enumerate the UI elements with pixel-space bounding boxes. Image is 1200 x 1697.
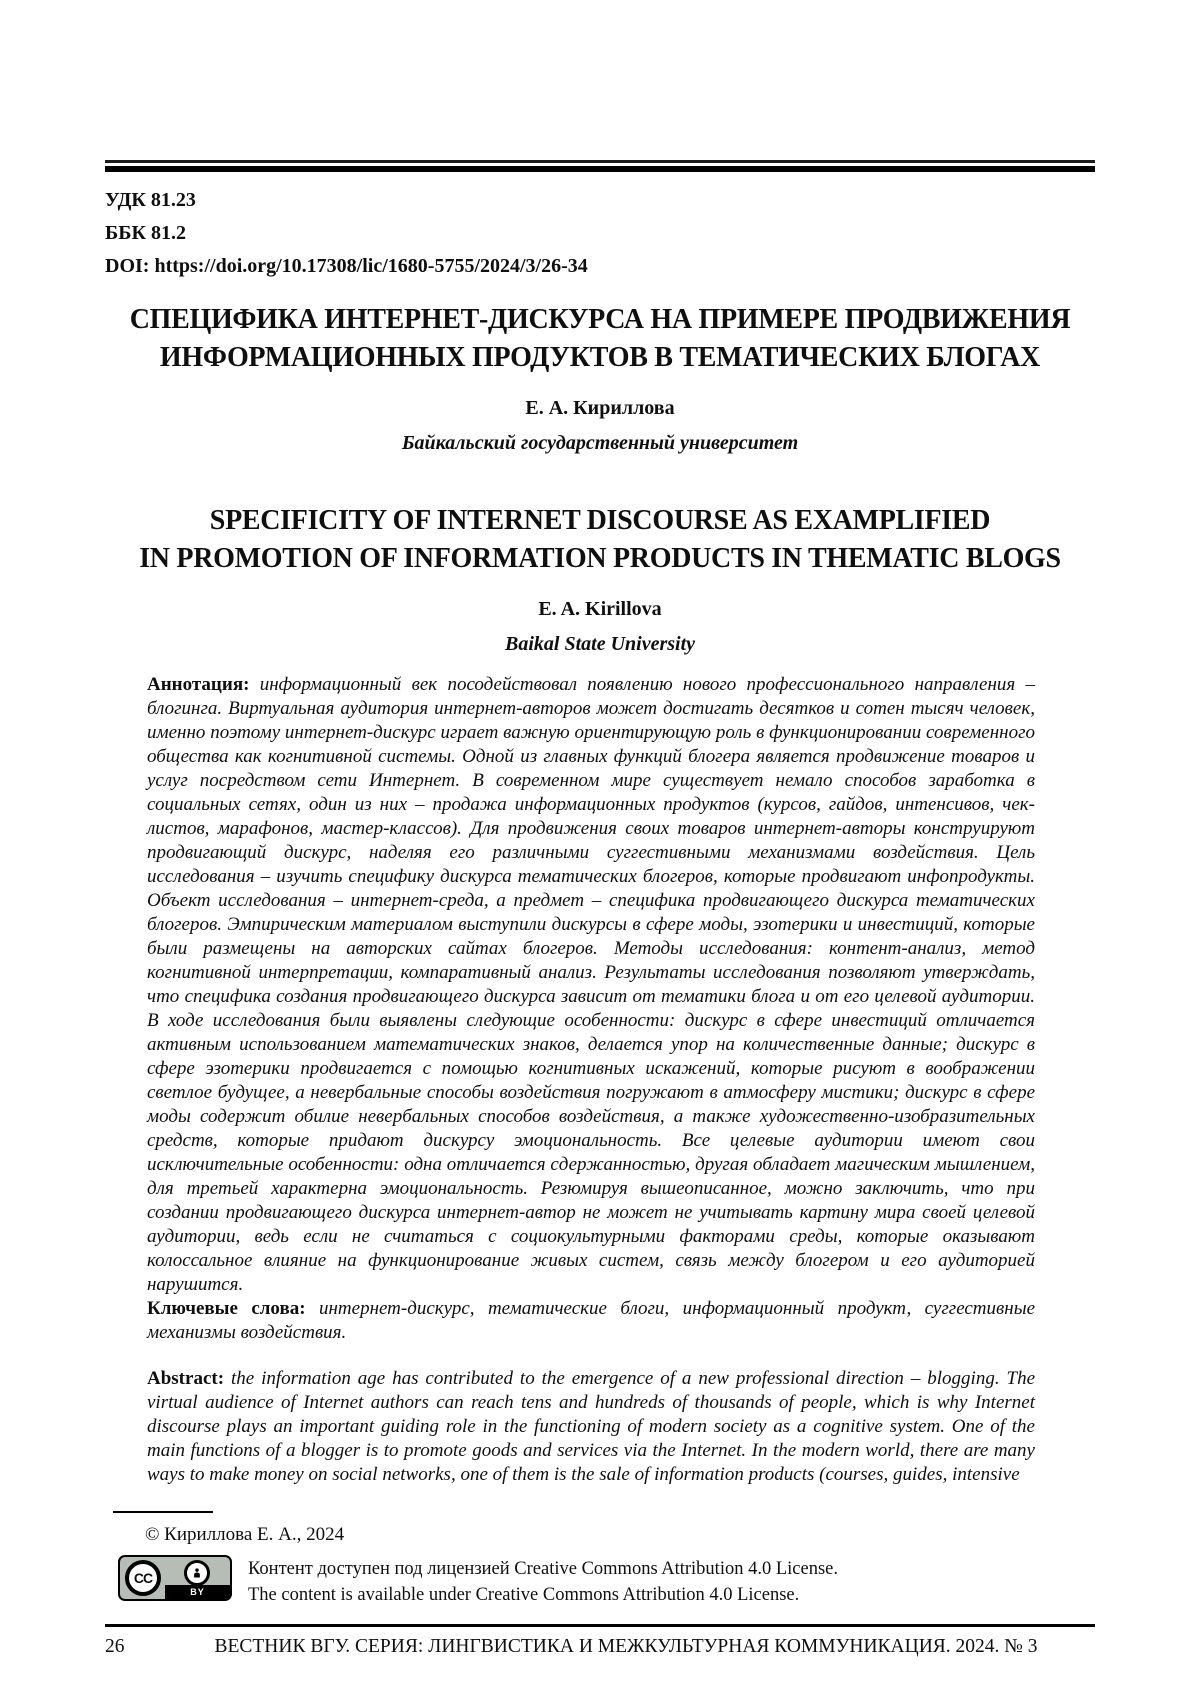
cc-by-badge: [118, 1555, 232, 1601]
doi-line: DOI: https://doi.org/10.17308/lic/1680-5755/2024/3/26-34: [105, 255, 588, 277]
license-block: [118, 1555, 1095, 1608]
journal-title: ВЕСТНИК ВГУ. СЕРИЯ: ЛИНГВИСТИКА И МЕЖКУЛЬТУРНАЯ КОММУНИКАЦИЯ. 2024. № 3: [214, 1636, 1038, 1657]
abstract-text: the information age has contributed to the emergence of a new professional direction – blogging. The virtual audience of Internet authors can reach tens and hundreds of thousands of people, which is why Internet discourse plays an important guiding role in the functioning of modern society as a cognitive system. One of the main functions of a blogger is to promote goods and services via the Internet. In the modern world, there are many ways to make money on social networks, one of them is the sale of information products (courses, guides, intensive: [147, 1368, 1036, 1485]
annotation-label: Аннотация:: [147, 674, 250, 695]
page-footer: [105, 1636, 1095, 1658]
abstract-paragraph: [147, 1367, 1035, 1487]
author-russian: Е. А. Кириллова: [525, 397, 675, 419]
annotation-paragraph: [147, 673, 1035, 1297]
person-icon: [184, 1560, 210, 1586]
bbk-line: ББК 81.2: [105, 222, 186, 244]
title-russian-line-2: ИНФОРМАЦИОННЫХ ПРОДУКТОВ В ТЕМАТИЧЕСКИХ БЛОГАХ: [159, 342, 1041, 373]
cc-by-label: BY: [165, 1585, 230, 1599]
license-line-russian: Контент доступен под лицензией Creative Commons Attribution 4.0 License.: [248, 1559, 838, 1579]
abstract-label: Abstract:: [147, 1368, 225, 1389]
udc-line: УДК 81.23: [105, 189, 196, 211]
keywords-label: Ключевые слова:: [147, 1298, 306, 1319]
title-english: [105, 502, 1095, 578]
title-russian: [105, 301, 1095, 377]
annotation-text: информационный век посодействовал появлению нового профессионального направления – блогинга. Виртуальная аудитория интернет-авторов может достигать десятков и сотен тысяч человек, именно поэтому интернет-дискурс играет важную ориентирующую роль в функционировании современного общества как когнитивной системы. Одной из главных функций блогера является продвижение товаров и услуг посредством сети Интернет. В современном мире существует немало способов заработка в социальных сетях, один из них – продажа информационных продуктов (курсов, гайдов, интенсивов, чек-листов, марафонов, мастер-классов). Для продвижения своих товаров интернет-авторы конструируют продвигающий дискурс, наделяя его различными суггестивными механизмами воздействия. Цель исследования – изучить специфику дискурса тематических блогеров, которые продвигают инфопродукты. Объект исследования – интернет-среда, а предмет – специфика продвигающего дискурса тематических блогеров. Эмпирическим материалом выступили дискурсы в сфере моды, эзотерики и инвестиций, которые были размещены на авторских сайтах блогеров. Методы исследования: контент-анализ, метод когнитивной интерпретации, компаративный анализ. Результаты исследования позволяют утверждать, что специфика создания продвигающего дискурса зависит от тематики блога и от его целевой аудитории. В ходе исследования были выявлены следующие особенности: дискурс в сфере инвестиций отличается активным использованием математических знаков, делается упор на количественные данные; дискурс в сфере эзотерики продвигается с помощью когнитивных искажений, которые рисуют в воображении светлое будущее, а невербальные способы воздействия погружают в атмосферу мистики; дискурс в сфере моды содержит обилие невербальных способов воздействия, а также художественно-изобразительных средств, которые придают дискурсу эмоциональность. Все целевые аудитории имеют свои исключительные особенности: одна отличается сдержанностью, другая обладает магическим мышлением, для третьей характерна эмоциональность. Резюмируя вышеописанное, можно заключить, что при создании продвигающего дискурса интернет-автор не может не учитывать картину мира своей целевой аудитории, ведь если не считаться с социокультурными факторами среды, которые оказывают колоссальное влияние на функционирование живых систем, связь между блогером и его аудиторией нарушится.: [147, 674, 1035, 1295]
footnote-rule: [113, 1511, 213, 1513]
license-line-english: The content is available under Creative Commons Attribution 4.0 License.: [248, 1585, 800, 1605]
affiliation-english: Baikal State University: [505, 633, 695, 655]
page-number: 26: [105, 1636, 125, 1657]
title-russian-line-1: СПЕЦИФИКА ИНТЕРНЕТ-ДИСКУРСА НА ПРИМЕРЕ ПРОДВИЖЕНИЯ: [129, 304, 1071, 335]
footer-rule: [105, 1624, 1095, 1627]
copyright-line: © Кириллова Е. А., 2024: [145, 1524, 345, 1545]
title-english-line-2: IN PROMOTION OF INFORMATION PRODUCTS IN THEMATIC BLOGS: [139, 543, 1061, 574]
title-english-line-1: SPECIFICITY OF INTERNET DISCOURSE AS EXAMPLIFIED: [209, 505, 991, 536]
license-text: [248, 1555, 838, 1608]
keywords-paragraph: [147, 1297, 1035, 1345]
top-double-rule: [105, 160, 1095, 172]
keywords-text: интернет-дискурс, тематические блоги, информационный продукт, суггестивные механизмы воздействия.: [147, 1298, 1036, 1343]
author-english: E. A. Kirillova: [538, 598, 662, 620]
affiliation-russian: Байкальский государственный университет: [401, 432, 799, 454]
cc-icon: CC: [125, 1560, 161, 1596]
article-meta: [105, 184, 1095, 283]
top-rule-thick: [105, 166, 1095, 172]
